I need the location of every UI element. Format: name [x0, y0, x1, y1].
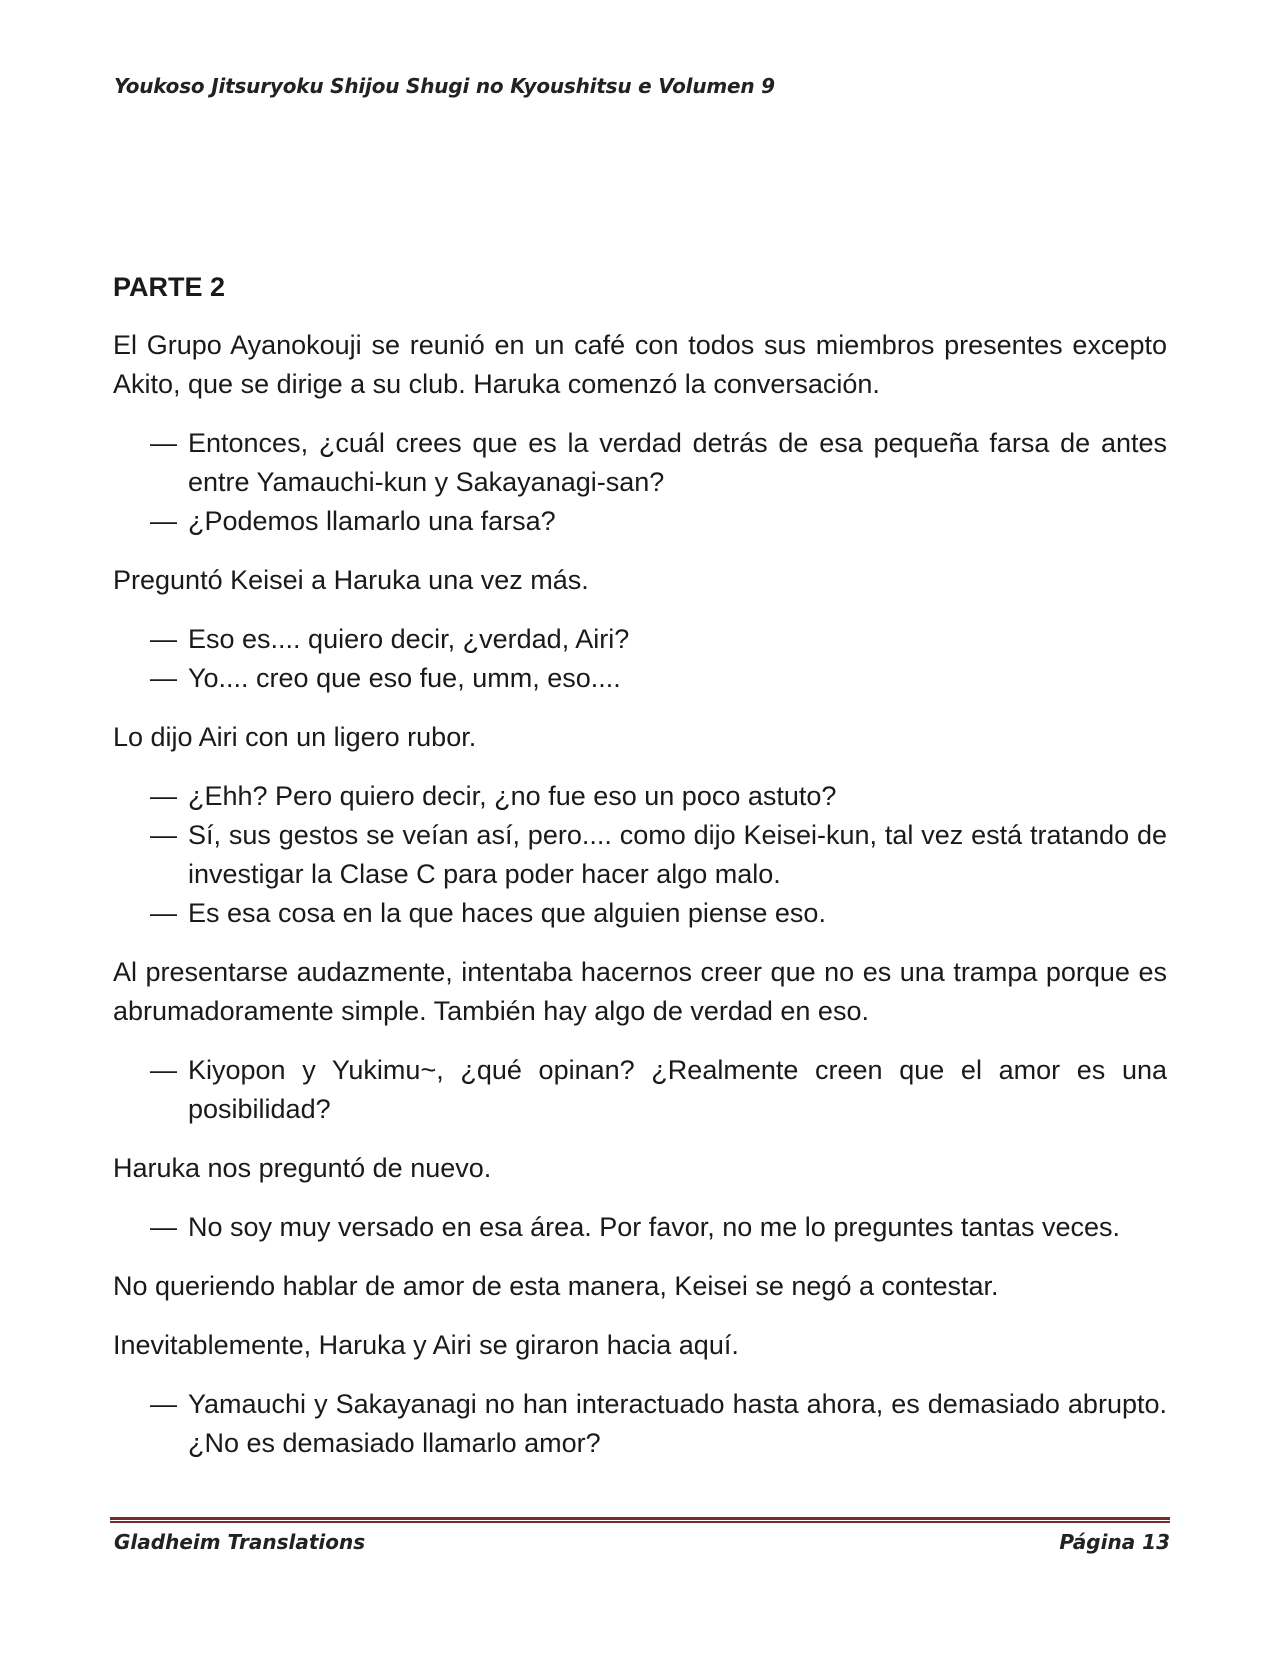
dialogue-block	[113, 777, 1167, 933]
dialogue-text: No soy muy versado en esa área. Por favor, no me lo preguntes tantas veces.	[188, 1212, 1121, 1242]
footer-divider	[110, 1517, 1170, 1523]
dialogue-line	[113, 659, 1167, 698]
dialogue-block	[113, 620, 1167, 698]
paragraph: Al presentarse audazmente, intentaba hacernos creer que no es una trampa porque es abrumadoramente simple. También hay algo de verdad en eso.	[113, 957, 1167, 1026]
dialogue-dash: —	[150, 506, 177, 536]
dialogue-text: Kiyopon y Yukimu~, ¿qué opinan? ¿Realmente creen que el amor es una posibilidad?	[188, 1055, 1167, 1124]
dialogue-block	[113, 424, 1167, 541]
dialogue-line	[113, 816, 1167, 894]
paragraph: El Grupo Ayanokouji se reunió en un café con todos sus miembros presentes excepto Akito, que se dirige a su club. Haruka comenzó la conversación.	[113, 330, 1167, 399]
dialogue-text: Yamauchi y Sakayanagi no han interactuado hasta ahora, es demasiado abrupto. ¿No es demasiado llamarlo amor?	[188, 1389, 1167, 1458]
dialogue-dash: —	[150, 428, 177, 458]
dialogue-text: ¿Podemos llamarlo una farsa?	[188, 506, 556, 536]
paragraph: Lo dijo Airi con un ligero rubor.	[113, 722, 477, 752]
dialogue-dash: —	[150, 898, 177, 928]
dialogue-line	[113, 1051, 1167, 1129]
dialogue-text: Sí, sus gestos se veían así, pero.... como dijo Keisei-kun, tal vez está tratando de investigar la Clase C para poder hacer algo malo.	[188, 820, 1167, 889]
dialogue-dash: —	[150, 1389, 177, 1419]
paragraph: Inevitablemente, Haruka y Airi se giraron hacia aquí.	[113, 1330, 739, 1360]
dialogue-text: Yo.... creo que eso fue, umm, eso....	[188, 663, 621, 693]
section-heading: PARTE 2	[113, 272, 226, 302]
dialogue-block	[113, 1051, 1167, 1129]
dialogue-text: Es esa cosa en la que haces que alguien piense eso.	[188, 898, 826, 928]
page-header-title: Youkoso Jitsuryoku Shijou Shugi no Kyoushitsu e Volumen 9	[114, 74, 775, 98]
dialogue-dash: —	[150, 781, 177, 811]
dialogue-line	[113, 777, 1167, 816]
dialogue-line	[113, 1208, 1167, 1247]
dialogue-text: Eso es.... quiero decir, ¿verdad, Airi?	[188, 624, 630, 654]
dialogue-line	[113, 424, 1167, 502]
dialogue-dash: —	[150, 820, 177, 850]
page-content	[113, 268, 1167, 1483]
dialogue-dash: —	[150, 663, 177, 693]
page-number: Página 13	[1059, 1530, 1170, 1554]
paragraph: No queriendo hablar de amor de esta manera, Keisei se negó a contestar.	[113, 1271, 999, 1301]
dialogue-line	[113, 502, 1167, 541]
dialogue-block	[113, 1208, 1167, 1247]
dialogue-line	[113, 894, 1167, 933]
dialogue-dash: —	[150, 1055, 177, 1085]
footer-credit: Gladheim Translations	[114, 1530, 366, 1554]
dialogue-dash: —	[150, 1212, 177, 1242]
dialogue-text: ¿Ehh? Pero quiero decir, ¿no fue eso un poco astuto?	[188, 781, 837, 811]
dialogue-block	[113, 1385, 1167, 1463]
paragraph: Haruka nos preguntó de nuevo.	[113, 1153, 492, 1183]
dialogue-line	[113, 620, 1167, 659]
paragraph: Preguntó Keisei a Haruka una vez más.	[113, 565, 589, 595]
dialogue-text: Entonces, ¿cuál crees que es la verdad detrás de esa pequeña farsa de antes entre Yamauchi-kun y Sakayanagi-san?	[188, 428, 1167, 497]
dialogue-dash: —	[150, 624, 177, 654]
dialogue-line	[113, 1385, 1167, 1463]
